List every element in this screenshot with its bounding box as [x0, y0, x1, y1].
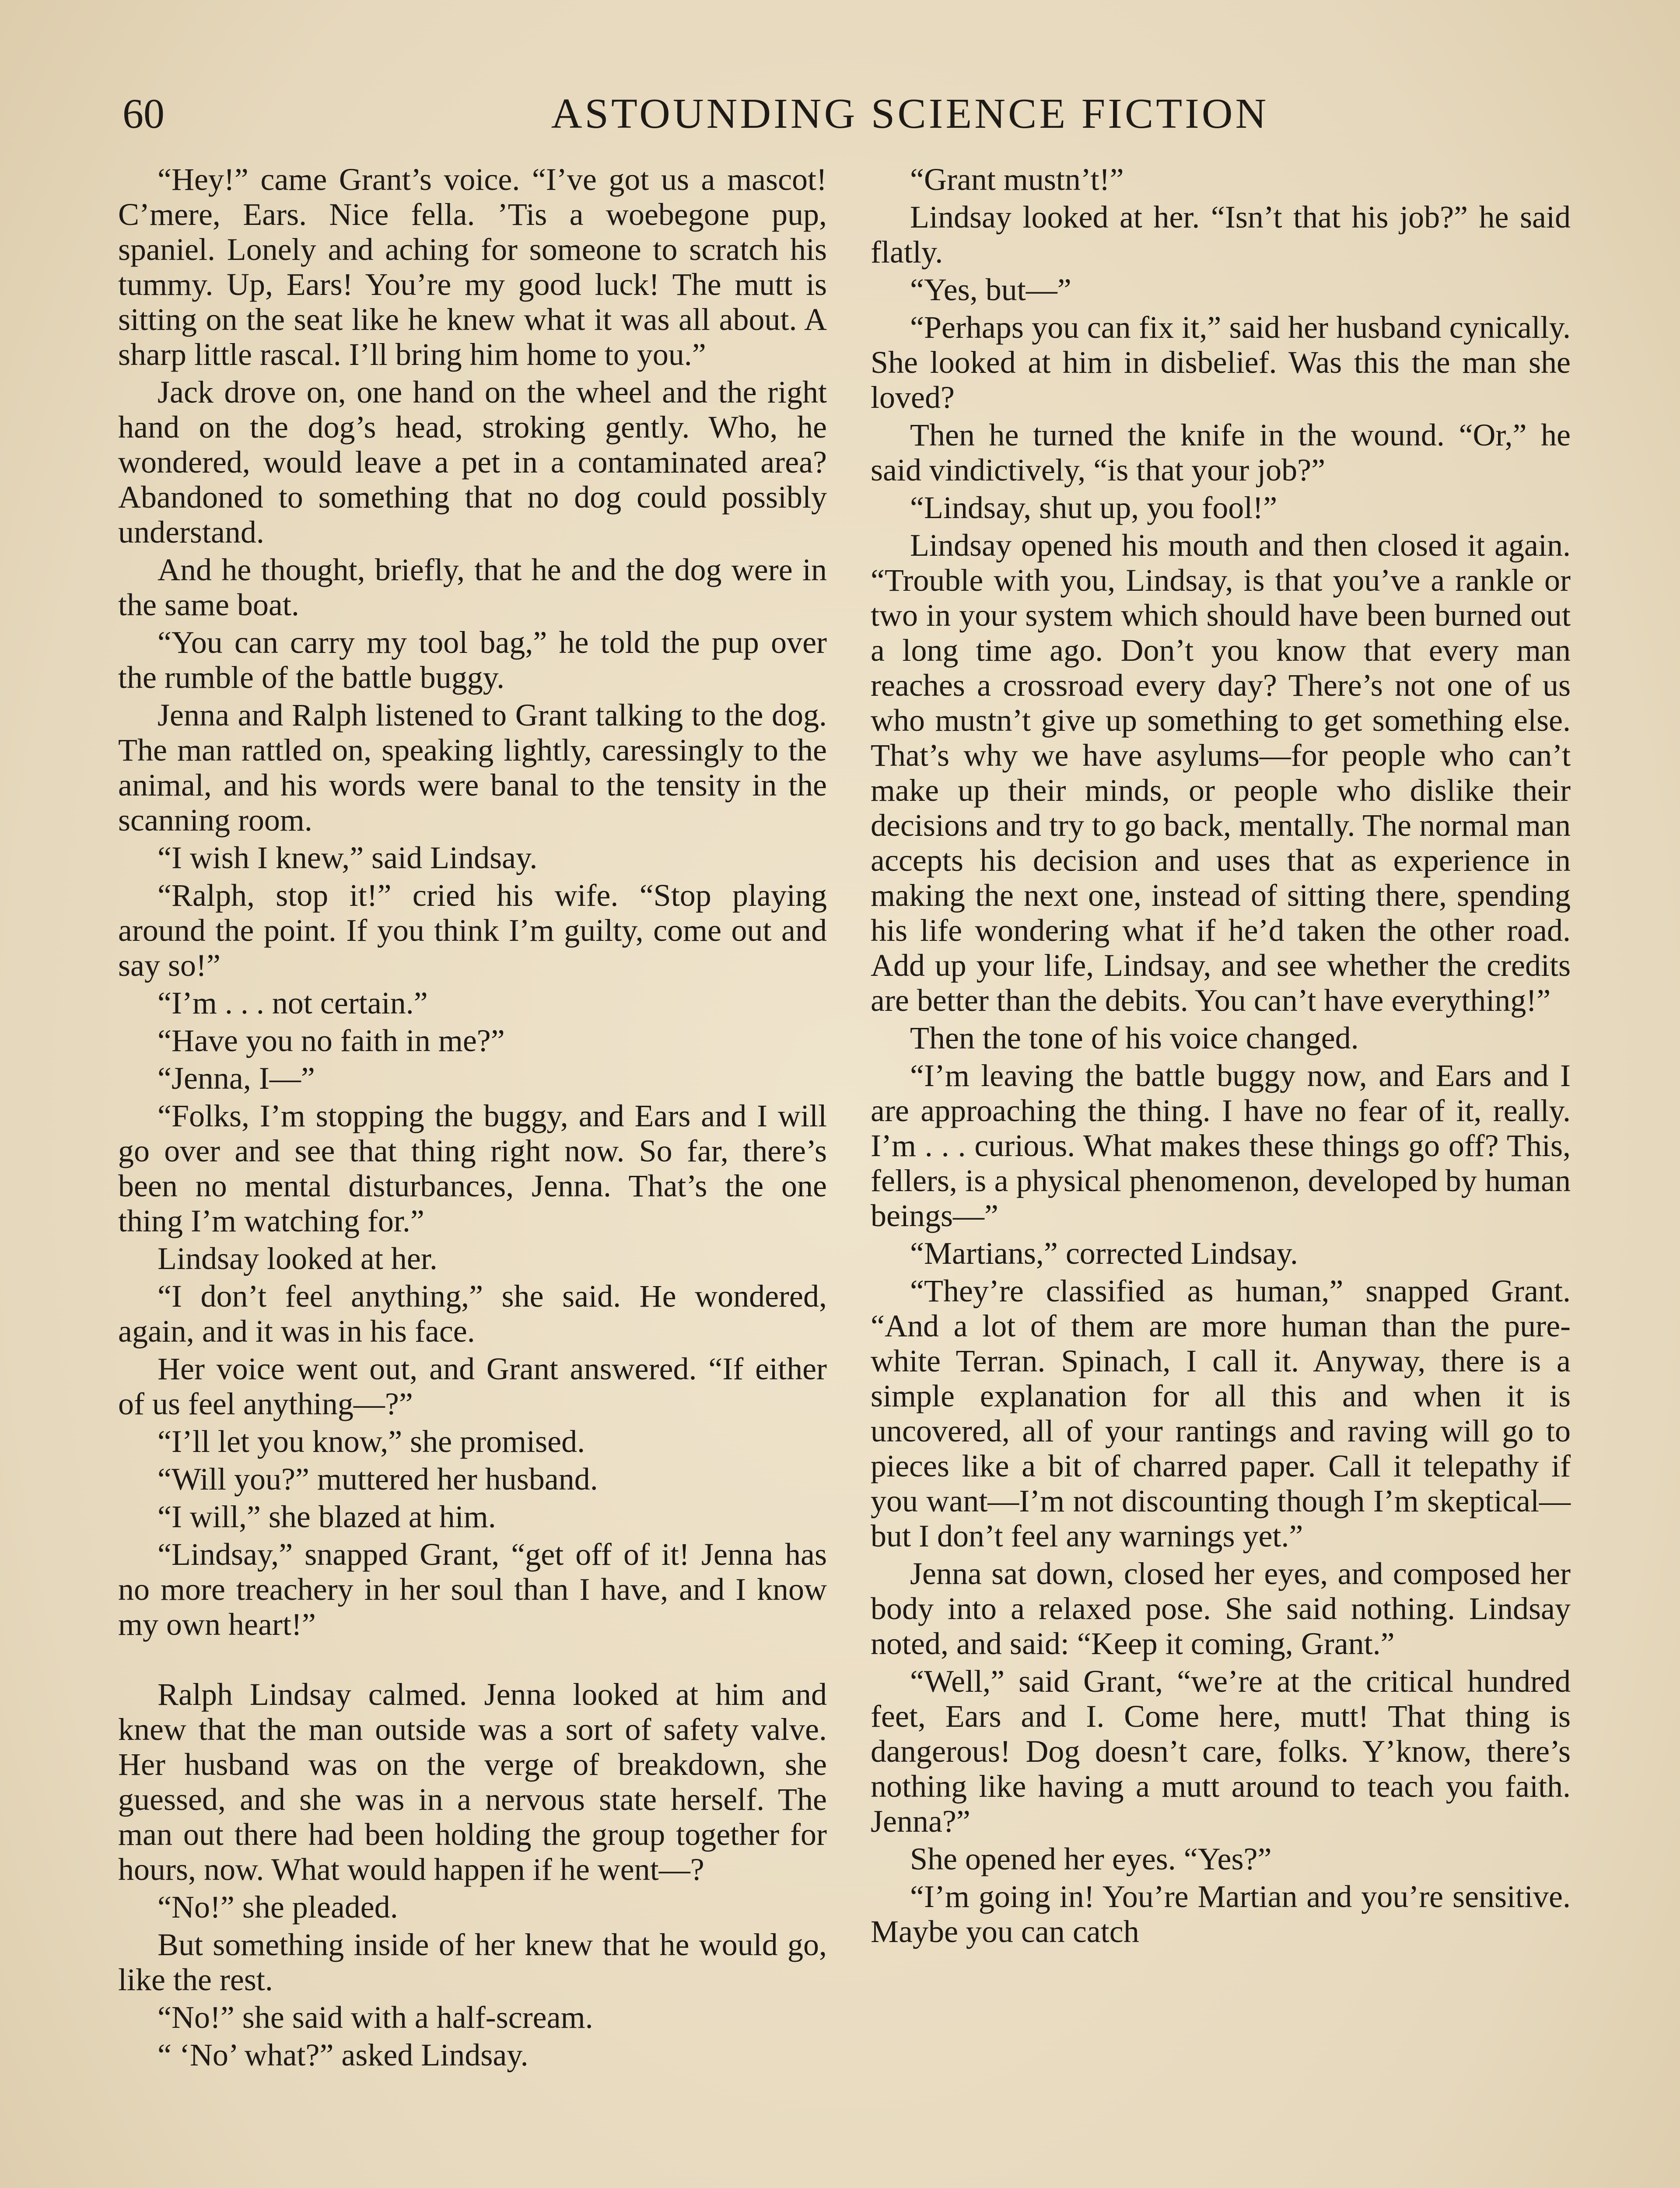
paragraph: “ ‘No’ what?” asked Lindsay.: [158, 2037, 528, 2072]
paragraph: “Have you no faith in me?”: [158, 1023, 505, 1058]
paragraph: “Yes, but—”: [910, 272, 1071, 307]
paragraph: Lindsay opened his mouth and then closed it again. “Trouble with you, Lindsay, is that you’ve a rankle or two in your system which should have been burned out a long time ago. Don’t you know that every man reaches a crossroad every day? There’s not one of us who mustn’t give up something to get something else. That’s why we have asylums—for people who can’t make up their minds, or people who dislike their decisions and try to go back, mentally. The normal man accepts his decision and uses that as experience in making the next one, instead of sitting there, spending his life wondering what if he’d taken the other road. Add up your life, Lindsay, and see whether the credits are better than the debits. You can’t have everything!”: [871, 528, 1571, 1018]
paragraph: “I’m leaving the battle buggy now, and Ears and I are approaching the thing. I have no fear of it, really. I’m . . . curious. What makes these things go off? This, fellers, is a physical phenomenon, developed by human beings—”: [871, 1058, 1571, 1233]
paragraph: Lindsay looked at her.: [158, 1241, 438, 1276]
paragraph: “No!” she pleaded.: [158, 1890, 398, 1925]
paragraph: Ralph Lindsay calmed. Jenna looked at him and knew that the man outside was a sort of safety valve. Her husband was on the verge of breakdown, she guessed, and she was in a nervous state herself. The man out there had been holding the group together for hours, now. What would happen if he went—?: [118, 1677, 827, 1887]
paragraph: Lindsay looked at her. “Isn’t that his job?” he said flatly.: [871, 200, 1571, 270]
left-column: [118, 162, 827, 2075]
paragraph: “Lindsay,” snapped Grant, “get off of it! Jenna has no more treachery in her soul than I have, and I know my own heart!”: [118, 1537, 827, 1642]
paragraph: “Lindsay, shut up, you fool!”: [910, 490, 1278, 525]
page-header: [118, 83, 1571, 144]
paragraph: “Folks, I’m stopping the buggy, and Ears and I will go over and see that thing right now. So far, there’s been no mental disturbances, Jenna. That’s the one thing I’m watching for.”: [118, 1098, 827, 1238]
paragraph: “They’re classified as human,” snapped Grant. “And a lot of them are more human than the pure-white Terran. Spinach, I call it. Anyway, there is a simple explanation for all this and when it is uncovered, all of your rantings and raving will go to pieces like a bit of charred paper. Call it telepathy if you want—I’m not discounting though I’m skeptical—but I don’t feel any warnings yet.”: [871, 1273, 1571, 1553]
paragraph: “I’m going in! You’re Martian and you’re sensitive. Maybe you can catch: [871, 1879, 1571, 1949]
paragraph: “I don’t feel anything,” she said. He wondered, again, and it was in his face.: [118, 1279, 827, 1349]
paragraph: She opened her eyes. “Yes?”: [910, 1841, 1272, 1876]
paragraph: “Ralph, stop it!” cried his wife. “Stop playing around the point. If you think I’m guilty, come out and say so!”: [118, 878, 827, 983]
paragraph: And he thought, briefly, that he and the dog were in the same boat.: [118, 552, 827, 622]
paragraph: “Well,” said Grant, “we’re at the critical hundred feet, Ears and I. Come here, mutt! That thing is dangerous! Dog doesn’t care, folks. Y’know, there’s nothing like having a mutt around to teach you faith. Jenna?”: [871, 1664, 1571, 1839]
right-column: [871, 162, 1571, 1952]
paragraph: “I’ll let you know,” she promised.: [158, 1424, 585, 1459]
paragraph: “I’m . . . not certain.”: [158, 985, 428, 1020]
paragraph: Then the tone of his voice changed.: [910, 1020, 1359, 1055]
page-number: 60: [122, 90, 164, 137]
paragraph: “You can carry my tool bag,” he told the pup over the rumble of the battle buggy.: [118, 625, 827, 695]
paragraph: “Grant mustn’t!”: [910, 162, 1124, 197]
paragraph: “No!” she said with a half-scream.: [158, 2000, 593, 2035]
paragraph: “Martians,” corrected Lindsay.: [910, 1236, 1298, 1271]
paragraph: Jenna and Ralph listened to Grant talking to the dog. The man rattled on, speaking lightly, caressingly to the animal, and his words were banal to the tensity in the scanning room.: [118, 698, 827, 838]
paragraph: “Jenna, I—”: [158, 1061, 315, 1096]
paragraph: But something inside of her knew that he would go, like the rest.: [118, 1927, 827, 1997]
paragraph: “Will you?” muttered her husband.: [158, 1462, 598, 1497]
paragraph: Jenna sat down, closed her eyes, and composed her body into a relaxed pose. She said nothing. Lindsay noted, and said: “Keep it coming, Grant.”: [871, 1556, 1571, 1661]
paragraph: “Perhaps you can fix it,” said her husband cynically. She looked at him in disbelief. Was this the man she loved?: [871, 310, 1571, 415]
paragraph: Jack drove on, one hand on the wheel and the right hand on the dog’s head, stroking gently. Who, he wondered, would leave a pet in a contaminated area? Abandoned to something that no dog could possibly understand.: [118, 375, 827, 550]
paragraph: “I will,” she blazed at him.: [158, 1499, 496, 1534]
paragraph: “I wish I knew,” said Lindsay.: [158, 840, 538, 875]
running-title: ASTOUNDING SCIENCE FICTION: [551, 90, 1269, 137]
paragraph: Then he turned the knife in the wound. “Or,” he said vindictively, “is that your job?”: [871, 417, 1571, 487]
paragraph: Her voice went out, and Grant answered. “If either of us feel anything—?”: [118, 1351, 827, 1421]
paragraph: “Hey!” came Grant’s voice. “I’ve got us a mascot! C’mere, Ears. Nice fella. ’Tis a woebegone pup, spaniel. Lonely and aching for someone to scratch his tummy. Up, Ears! You’re my good luck! The mutt is sitting on the seat like he knew what it was all about. A sharp little rascal. I’ll bring him home to you.”: [118, 162, 827, 372]
